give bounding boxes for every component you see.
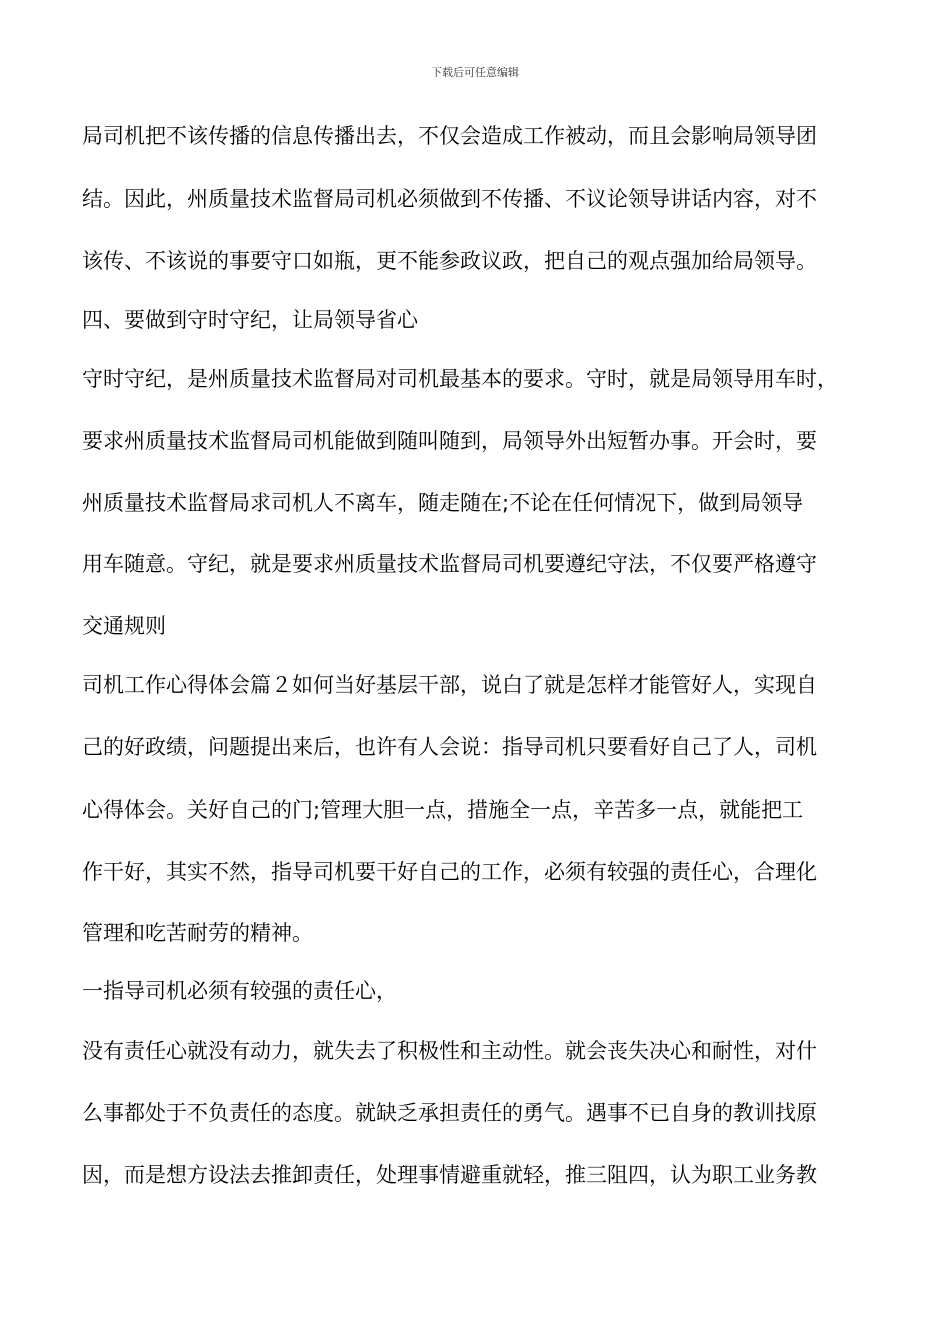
body-line: 结。因此，州质量技术监督局司机必须做到不传播、不议论领导讲话内容，对不 — [82, 187, 817, 211]
body-line: 作干好，其实不然，指导司机要干好自己的工作，必须有较强的责任心，合理化 — [82, 860, 817, 884]
page-header: 下载后可任意编辑 — [431, 66, 519, 79]
body-line: 守时守纪，是州质量技术监督局对司机最基本的要求。守时，就是局领导用车时， — [82, 367, 838, 391]
body-line: 己的好政绩，问题提出来后，也许有人会说：指导司机只要看好自己了人，司机 — [82, 735, 817, 759]
body-line: 么事都处于不负责任的态度。就缺乏承担责任的勇气。遇事不已自身的教训找原 — [82, 1101, 817, 1125]
body-line: 该传、不该说的事要守口如瓶，更不能参政议政，把自己的观点强加给局领导。 — [82, 249, 817, 273]
body-line: 因，而是想方设法去推卸责任，处理事情避重就轻，推三阻四，认为职工业务教 — [82, 1163, 817, 1187]
body-line: 用车随意。守纪，就是要求州质量技术监督局司机要遵纪守法，不仅要严格遵守 — [82, 552, 817, 576]
section-heading: 四、要做到守时守纪，让局领导省心 — [82, 308, 418, 332]
body-line: 局司机把不该传播的信息传播出去，不仅会造成工作被动，而且会影响局领导团 — [82, 124, 817, 148]
body-line: 心得体会。关好自己的门;管理大胆一点，措施全一点，辛苦多一点，就能把工 — [82, 798, 804, 822]
body-line: 要求州质量技术监督局司机能做到随叫随到，局领导外出短暂办事。开会时，要 — [82, 429, 817, 453]
body-line: 州质量技术监督局求司机人不离车，随走随在;不论在任何情况下，做到局领导 — [82, 491, 804, 515]
body-line: 没有责任心就没有动力，就失去了积极性和主动性。就会丧失决心和耐性，对什 — [82, 1039, 817, 1063]
body-line: 交通规则 — [82, 614, 166, 638]
body-line: 司机工作心得体会篇２如何当好基层干部，说白了就是怎样才能管好人，实现自 — [82, 673, 817, 697]
body-line: 管理和吃苦耐劳的精神。 — [82, 921, 313, 945]
section-heading: 一指导司机必须有较强的责任心， — [82, 979, 397, 1003]
